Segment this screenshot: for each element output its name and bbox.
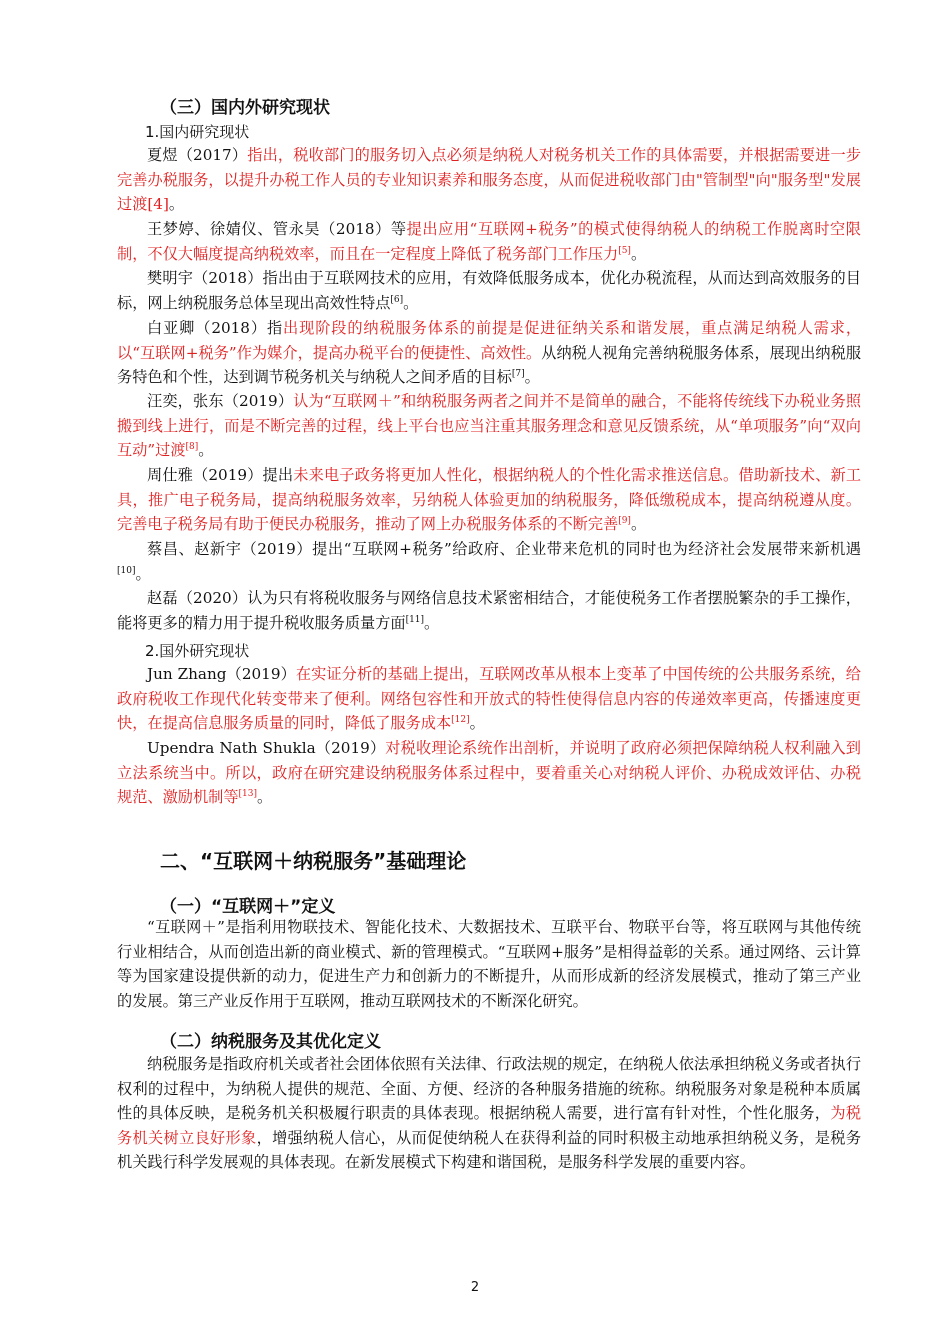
punctuation: 。 [524, 368, 540, 386]
chapter-heading-basic-theory: 二、“互联网＋纳税服务”基础理论 [160, 849, 467, 873]
subheading-foreign: 2.国外研究现状 [145, 642, 250, 660]
author-citation: 王梦婷、徐婧仪、管永昊（2018）等 [147, 220, 407, 238]
reference-mark: [7] [511, 368, 525, 379]
reference-mark: [6] [390, 294, 404, 305]
paragraph-text: 赵磊（2020）认为只有将税收服务与网络信息技术紧密相结合，才能使税务工作者摆脱繁杂的手工操作，能将更多的精力用于提升税收服务质量方面 [117, 589, 861, 632]
paragraph-zhao-lei [117, 586, 861, 635]
paragraph-text: 蔡昌、赵新宇（2019）提出“互联网+税务”给政府、企业带来危机的同时也为经济社会发展带来新机遇 [147, 540, 861, 558]
subheading-domestic: 1.国内研究现状 [145, 123, 250, 141]
highlighted-text: 指出，税收部门的服务切入点必须是纳税人对税务机关工作的具体需要，并根据需要进一步完善办税服务，以提升办税工作人员的专业知识素养和服务态度，从而促进税收部门由"管制型"向"服务型"发展过渡[4] [117, 146, 862, 213]
reference-mark: [9] [618, 515, 631, 526]
punctuation: 。 [403, 293, 419, 312]
paragraph-text: ，增强纳税人信心，从而促使纳税人在获得利益的同时积极主动地承担纳税义务，是税务机关践行科学发展观的具体表现。在新发展模式下构建和谐国税，是服务科学发展的重要内容。 [117, 1128, 862, 1171]
paragraph-fan-mingyu [117, 266, 861, 315]
punctuation: 。 [198, 441, 214, 459]
reference-mark: [5] [618, 245, 631, 256]
highlighted-text: 为税务机关树立良好形象 [117, 1104, 862, 1147]
paragraph-text: 纳税服务是指政府机关或者社会团体依照有关法律、行政法规的规定，在纳税人依法承担纳税义务或者执行权利的过程中，为纳税人提供的规范、全面、方便、经济的各种服务措施的统称。纳税服务对象是税种本质属性的具体反映，是税务机关积极履行职责的具体表现。根据纳税人需要，进行富有针对性，个性化服务， [117, 1055, 861, 1122]
paragraph-internet-plus-definition: “互联网＋”是指利用物联技术、智能化技术、大数据技术、互联平台、物联平台等，将互联网与其他传统行业相结合，从而创造出新的商业模式、新的管理模式。“互联网+服务”是相得益彰的关系。通过网络、云计算等为国家建设提供新的动力，促进生产力和创新力的不断提升，从而形成新的经济发展模式，推动了第三产业的发展。第三产业反作用于互联网，推动互联网技术的不断深化研究。 [117, 918, 861, 1010]
section-heading-research-status: （三）国内外研究现状 [160, 98, 330, 118]
punctuation: 。 [256, 788, 273, 806]
author-citation: Upendra Nath Shukla（2019） [147, 739, 386, 757]
page-number: 2 [470, 1280, 480, 1295]
author-citation: Jun Zhang（2019） [147, 665, 296, 683]
punctuation: 。 [168, 195, 185, 213]
author-citation: 白亚卿（2018）指 [147, 319, 284, 337]
paragraph-xia-yu [117, 143, 861, 217]
author-citation: 汪奕，张东（2019） [147, 392, 294, 410]
highlighted-text: 在实证分析的基础上提出，互联网改革从根本上变革了中国传统的公共服务系统，给政府税收工作现代化转变带来了便利。网络包容性和开放式的特性使得信息内容的传递效率更高，传播速度更快，在提高信息服务质量的同时，降低了服务成本 [117, 665, 861, 732]
paragraph-tax-service-definition [117, 1052, 861, 1175]
paragraph-jun-zhang [117, 662, 861, 736]
paragraph-zhou-shiya [117, 463, 861, 537]
highlighted-text: 未来电子政务将更加人性化，根据纳税人的个性化需求推送信息。借助新技术、新工具，推广电子税务局，提高纳税服务效率，另纳税人体验更加的纳税服务，降低缴税成本，提高纳税遵从度。完善电子税务局有助于便民办税服务，推动了网上办税服务体系的不断完善 [117, 466, 862, 533]
punctuation: 。 [469, 714, 485, 732]
author-citation: 周仕雅（2019）提出 [147, 466, 294, 484]
reference-mark: [10] [117, 565, 136, 576]
reference-mark: [8] [185, 441, 199, 452]
punctuation: 。 [630, 244, 647, 263]
reference-mark: [12] [451, 714, 470, 725]
section-heading-internet-plus: （一）“互联网＋”定义 [160, 897, 336, 917]
paragraph-text: 从纳税人视角完善纳税服务体系，展现出纳税服务特色和个性，达到调节税务机关与纳税人之间矛盾的目标 [117, 343, 862, 386]
highlighted-text: 出现阶段的纳税服务体系的前提是促进征纳关系和谐发展，重点满足纳税人需求，以“互联网+税务”作为媒介，提高办税平台的便捷性、高效性。 [117, 319, 862, 362]
highlighted-text: 认为“互联网＋”和纳税服务两者之间并不是简单的融合，不能将传统线下办税业务照搬到线上进行，而是不断完善的过程，线上平台也应当注重其服务理念和意见反馈系统，从“单项服务”向“双向互动”过渡 [117, 392, 862, 459]
section-heading-tax-service: （二）纳税服务及其优化定义 [160, 1032, 381, 1052]
paragraph-upendra-shukla [117, 736, 861, 810]
paragraph-text: 樊明宇（2018）指出由于互联网技术的应用，有效降低服务成本，优化办税流程，从而达到高效服务的目标，网上纳税服务总体呈现出高效性特点 [117, 269, 861, 312]
reference-mark: [13] [238, 788, 257, 799]
reference-mark: [11] [405, 614, 425, 625]
punctuation: 。 [630, 515, 647, 533]
highlighted-text: 提出应用“互联网+税务”的模式使得纳税人的纳税工作脱离时空限制，不仅大幅度提高纳税效率，而且在一定程度上降低了税务部门工作压力 [117, 220, 861, 263]
punctuation: 。 [424, 613, 440, 632]
punctuation: 。 [135, 564, 151, 583]
paragraph-wang-mengting [117, 217, 861, 266]
author-citation: 夏煜（2017） [147, 146, 248, 164]
paragraph-bai-yaqing [117, 316, 861, 390]
paragraph-wang-yi [117, 389, 861, 463]
highlighted-text: 对税收理论系统作出剖析，并说明了政府必须把保障纳税人权利融入到立法系统当中。所以，政府在研究建设纳税服务体系过程中，要着重关心对纳税人评价、办税成效评估、办税规范、激励机制等 [117, 739, 861, 806]
paragraph-cai-chang [117, 537, 861, 586]
